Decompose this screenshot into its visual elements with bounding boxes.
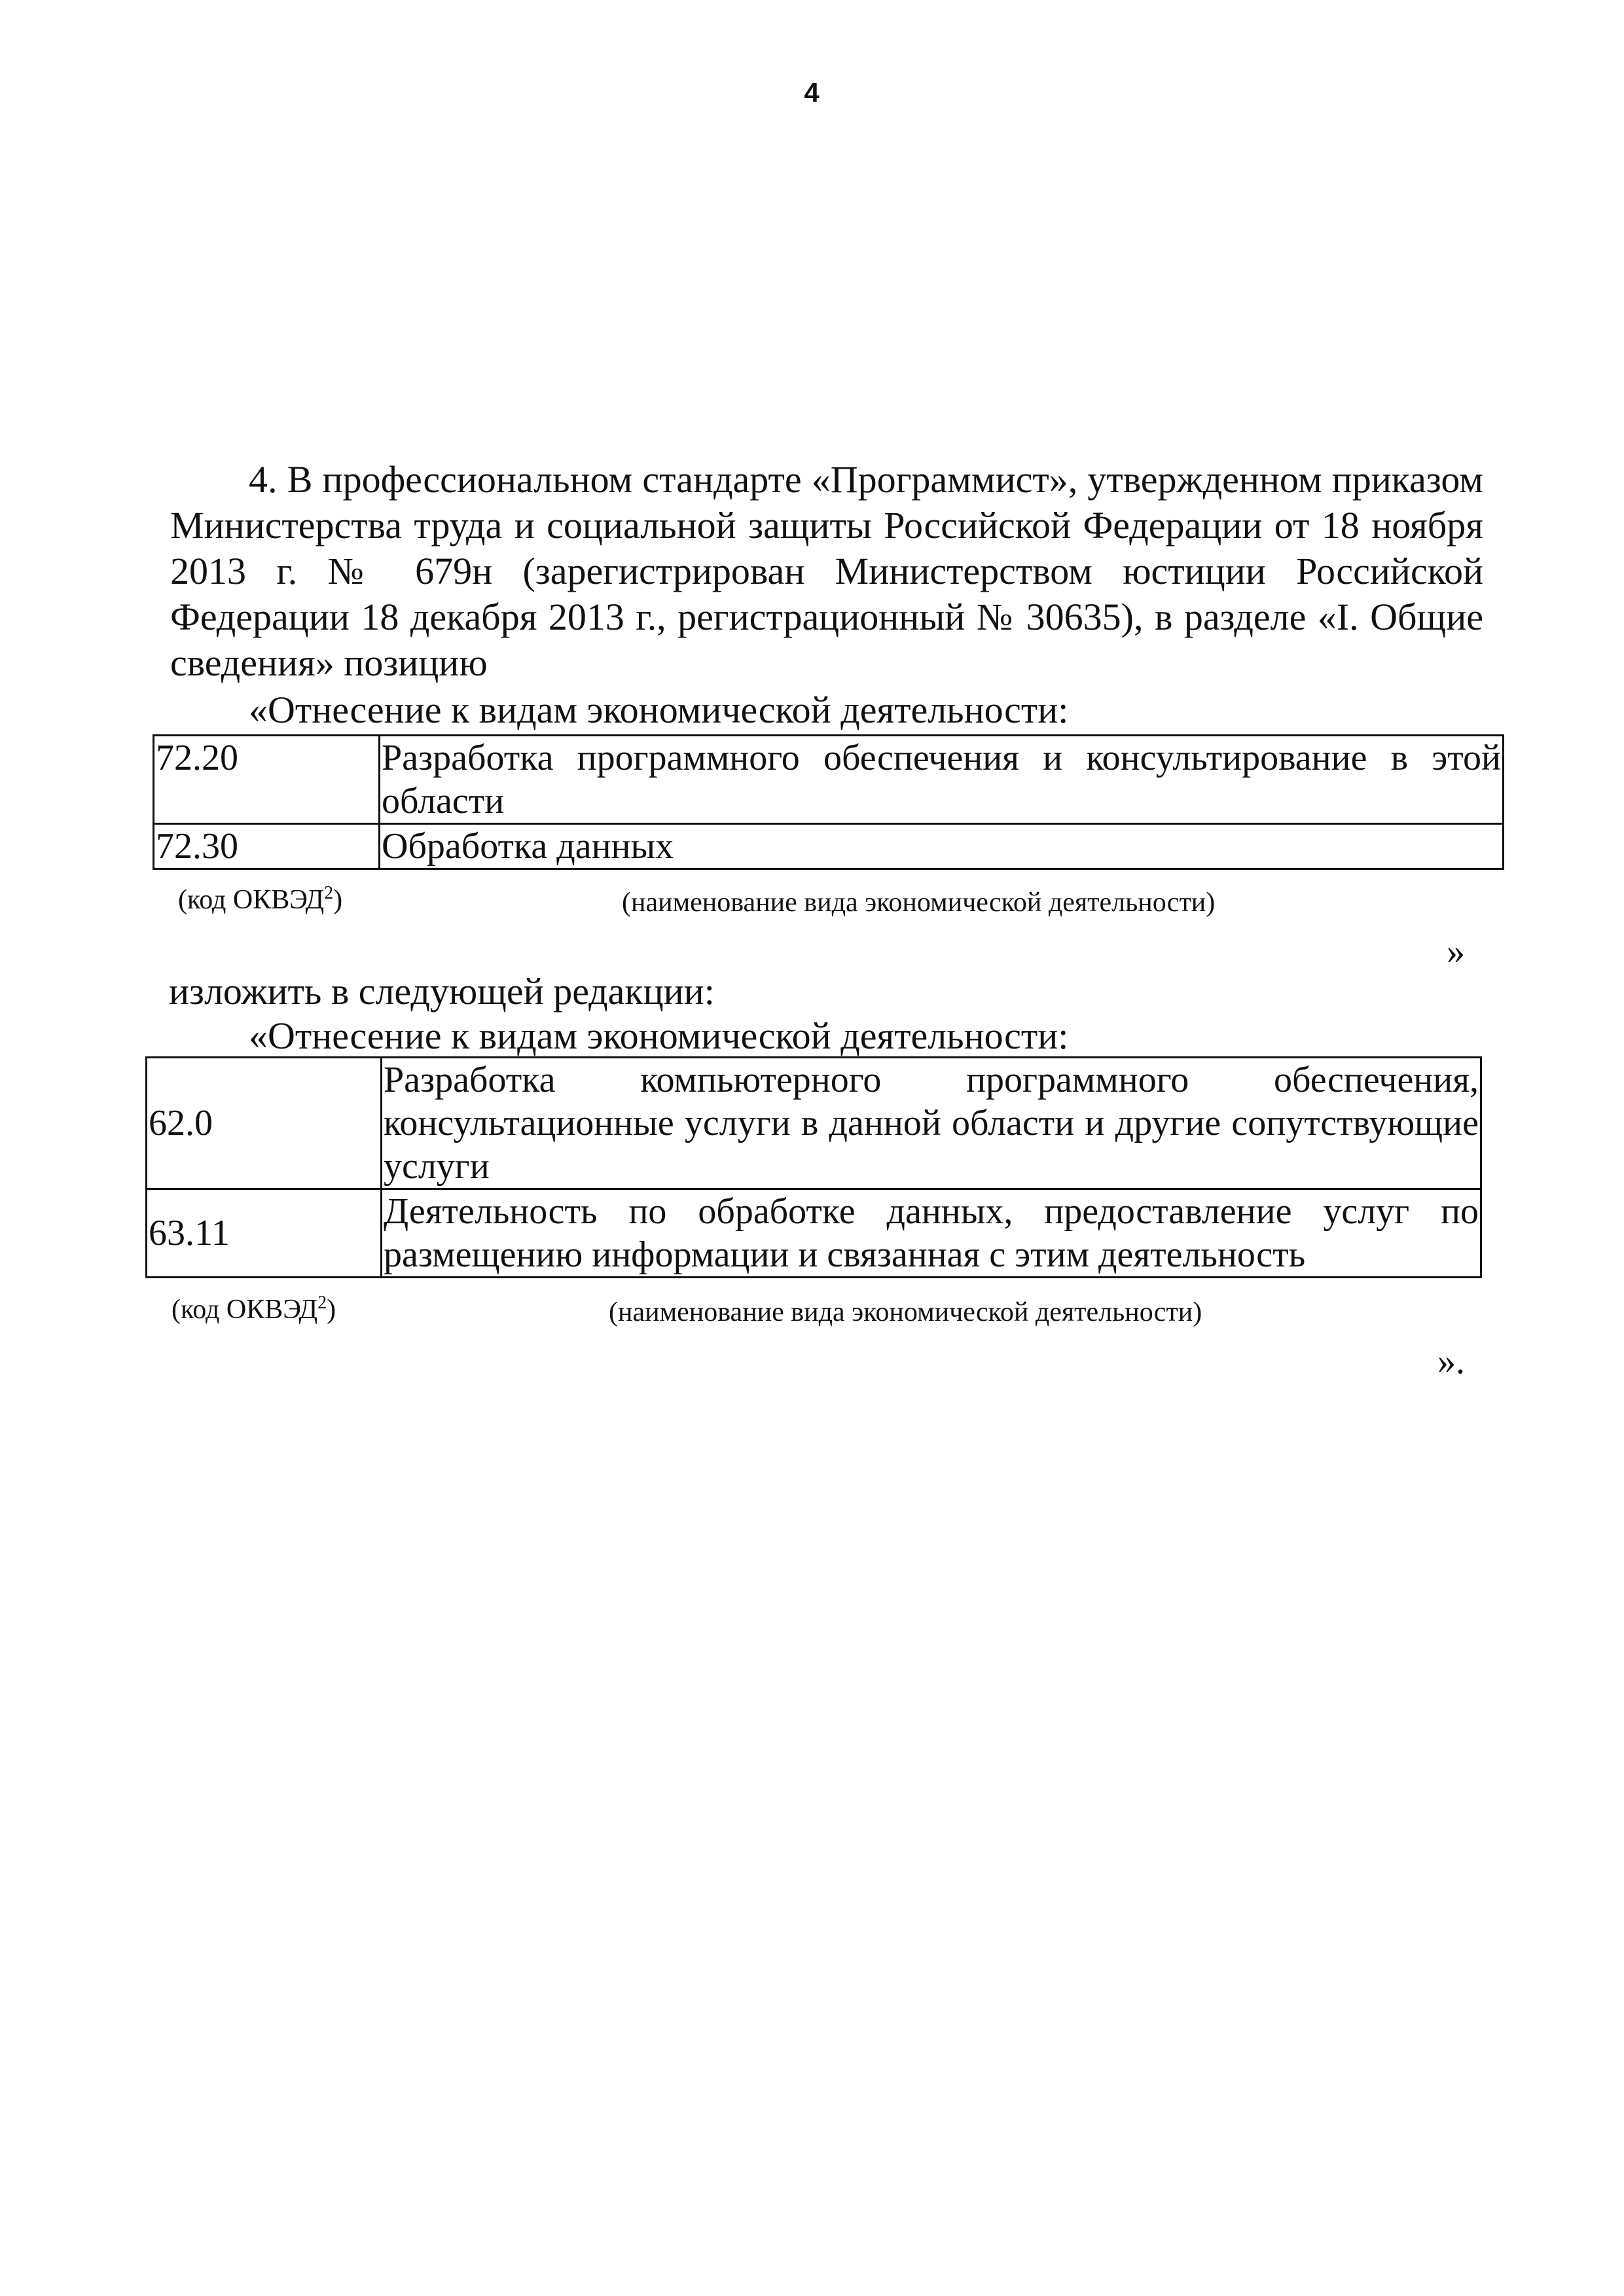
okved-code-cell: 63.11 xyxy=(147,1189,382,1278)
okved-code-cell: 72.30 xyxy=(154,824,380,869)
new-close-quote: ». xyxy=(1437,1341,1465,1382)
table-row xyxy=(147,1058,1481,1189)
activity-name-cell: Обработка данных xyxy=(380,824,1504,869)
old-okved-table xyxy=(153,734,1504,870)
paragraph-text: В профессиональном стандарте «Программист», утвержденном приказом Министерства труда и социальной защиты Российской Федерации от 18 ноября 2013 г. № 679н (зарегистрирован Министерством юстиции Российской Федерации 18 декабря 2013 г., регистрационный № 30635), в разделе «I. Общие сведения» позицию xyxy=(170,458,1483,684)
amendment-paragraph xyxy=(170,457,1483,686)
page-number: 4 xyxy=(804,77,820,108)
table-row xyxy=(154,736,1504,824)
old-caption-code: (код ОКВЭД$^2$) xyxy=(178,883,343,915)
table-row xyxy=(147,1189,1481,1278)
okved-code-cell: 72.20 xyxy=(154,736,380,824)
paragraph-number: 4. xyxy=(249,458,278,501)
new-caption-code: (код ОКВЭД$^2$) xyxy=(171,1293,336,1325)
activity-name-cell: Разработка компьютерного программного обеспечения, консультационные услуги в данной области и другие сопутствующие услуги xyxy=(382,1058,1481,1189)
old-block-lead: «Отнесение к видам экономической деятельности: xyxy=(249,689,1069,731)
activity-name-cell: Деятельность по обработке данных, предоставление услуг по размещению информации и связанная с этим деятельность xyxy=(382,1189,1481,1278)
new-okved-table xyxy=(145,1056,1482,1278)
new-block-lead: «Отнесение к видам экономической деятельности: xyxy=(249,1014,1069,1057)
instruction-text: изложить в следующей редакции: xyxy=(169,970,715,1013)
old-caption-name: (наименование вида экономической деятельности) xyxy=(622,888,1216,918)
activity-name-cell: Разработка программного обеспечения и консультирование в этой области xyxy=(380,736,1504,824)
new-caption-name: (наименование вида экономической деятельности) xyxy=(609,1297,1202,1327)
okved-code-cell: 62.0 xyxy=(147,1058,382,1189)
old-close-quote: » xyxy=(1447,931,1465,972)
table-row xyxy=(154,824,1504,869)
